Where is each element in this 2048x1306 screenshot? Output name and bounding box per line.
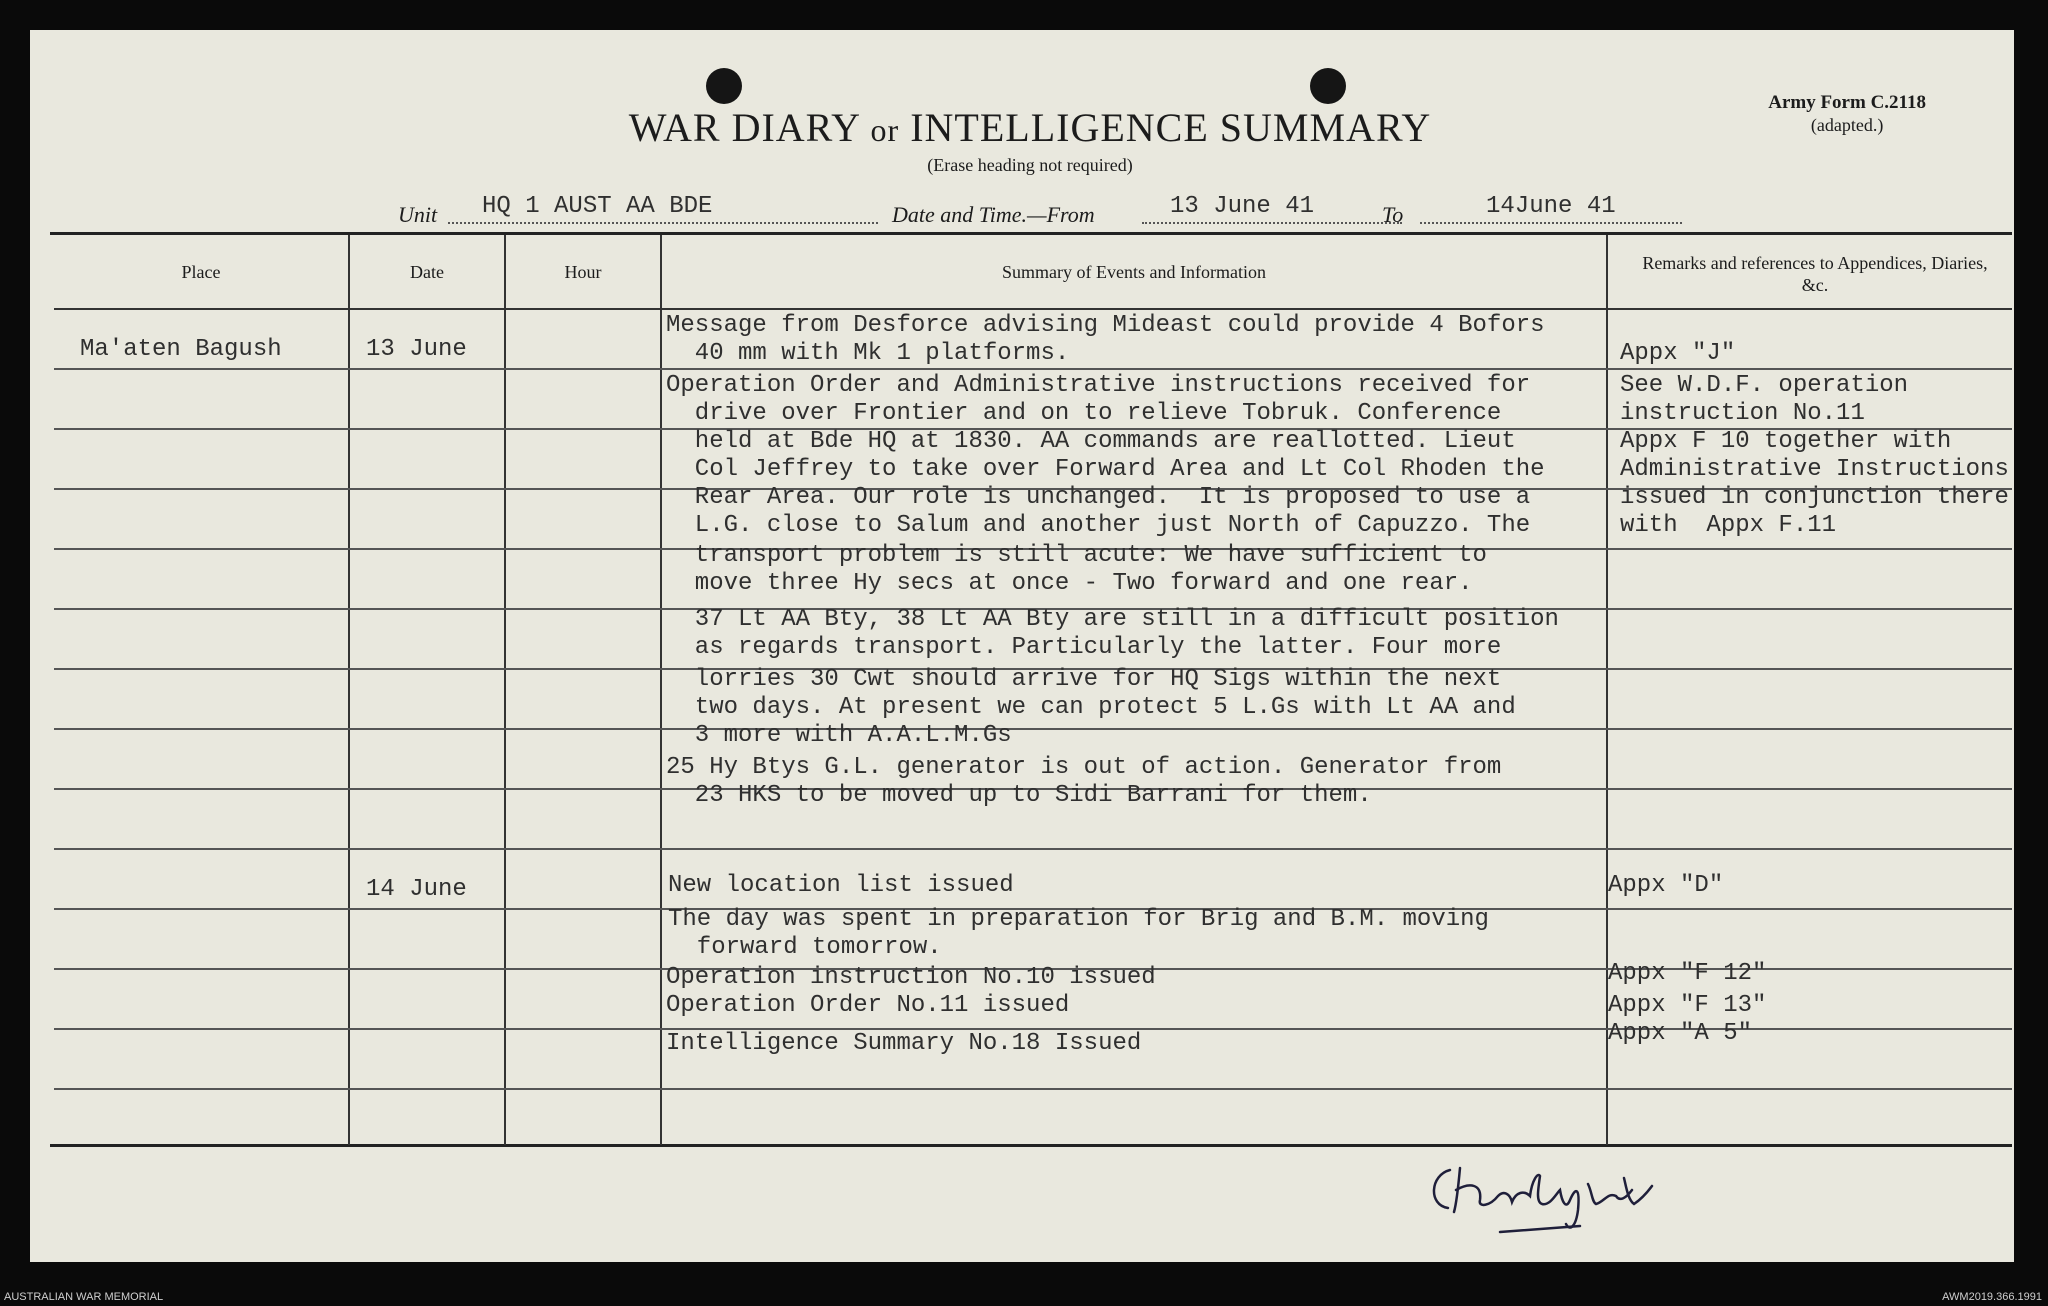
form-title: WAR DIARY or INTELLIGENCE SUMMARY xyxy=(628,105,1432,150)
footer-accession-number: AWM2019.366.1991 xyxy=(1942,1291,2042,1303)
summary-line: The day was spent in preparation for Brig and B.M. moving xyxy=(668,906,1489,933)
summary-line: Operation Order and Administrative instructions received for xyxy=(666,372,1531,399)
summary-line: New location list issued xyxy=(668,872,1014,899)
remarks-line: Appx "F 12" xyxy=(1608,960,1767,987)
remarks-line: Administrative Instructions xyxy=(1620,456,2009,483)
summary-line: 23 HKS to be moved up to Sidi Barrani for them. xyxy=(666,782,1372,809)
remarks-line: Appx "J" xyxy=(1620,340,1736,367)
date-entry-14-june: 14 June xyxy=(366,876,467,903)
summary-line: held at Bde HQ at 1830. AA commands are reallotted. Lieut xyxy=(666,428,1516,455)
form-subtitle: (Erase heading not required) xyxy=(927,155,1133,175)
remarks-line: Appx F 10 together with xyxy=(1620,428,1952,455)
remarks-line: with Appx F.11 xyxy=(1620,512,1837,539)
summary-line: as regards transport. Particularly the latter. Four more xyxy=(666,634,1502,661)
table-top-border xyxy=(50,232,2012,235)
unit-label: Unit xyxy=(398,202,438,227)
summary-line: Message from Desforce advising Mideast could provide 4 Bofors xyxy=(666,312,1545,339)
table-bottom-border xyxy=(50,1144,2012,1147)
punch-hole-right xyxy=(1310,68,1346,104)
col-header-date: Date xyxy=(410,262,444,282)
army-form-number: Army Form C.2118 (adapted.) xyxy=(1768,92,1926,135)
footer-credit: AUSTRALIAN WAR MEMORIAL xyxy=(4,1291,164,1303)
unit-value: HQ 1 AUST AA BDE xyxy=(482,193,713,220)
remarks-line: See W.D.F. operation xyxy=(1620,372,1909,399)
header-row-rule xyxy=(54,308,2012,310)
remarks-line: Appx "A 5" xyxy=(1608,1020,1753,1047)
summary-line: lorries 30 Cwt should arrive for HQ Sigs within the next xyxy=(666,666,1502,693)
unit-fill-line xyxy=(448,222,878,224)
date-from-label: Date and Time.—From xyxy=(892,202,1095,227)
row-rule xyxy=(54,1088,2012,1090)
row-rule xyxy=(54,368,2012,370)
signature xyxy=(1420,1150,1660,1245)
row-rule xyxy=(54,728,2012,730)
date-to-label: To xyxy=(1382,202,1404,227)
col-header-summary: Summary of Events and Information xyxy=(1002,262,1266,282)
col-divider-1 xyxy=(348,235,350,1145)
summary-line: drive over Frontier and on to relieve Tobruk. Conference xyxy=(666,400,1502,427)
date-entry-13-june: 13 June xyxy=(366,336,467,363)
remarks-line: Appx "D" xyxy=(1608,872,1724,899)
summary-line: Operation Order No.11 issued xyxy=(666,992,1070,1019)
summary-line: L.G. close to Salum and another just North of Capuzzo. The xyxy=(666,512,1531,539)
summary-line: transport problem is still acute: We have sufficient to xyxy=(666,542,1487,569)
date-from-fill-line xyxy=(1142,222,1402,224)
col-header-remarks: Remarks and references to Appendices, Diaries, &c. xyxy=(1642,253,1988,295)
summary-line: Col Jeffrey to take over Forward Area and Lt Col Rhoden the xyxy=(666,456,1545,483)
summary-line: Intelligence Summary No.18 Issued xyxy=(666,1030,1142,1057)
remarks-line: Appx "F 13" xyxy=(1608,992,1767,1019)
summary-line: move three Hy secs at once - Two forward and one rear. xyxy=(666,570,1473,597)
war-diary-page xyxy=(30,30,2014,1262)
col-divider-3 xyxy=(660,235,662,1145)
col-divider-2 xyxy=(504,235,506,1145)
row-rule xyxy=(54,848,2012,850)
summary-line: 37 Lt AA Bty, 38 Lt AA Bty are still in a difficult position xyxy=(666,606,1559,633)
summary-line: 25 Hy Btys G.L. generator is out of action. Generator from xyxy=(666,754,1502,781)
col-header-hour: Hour xyxy=(564,262,602,282)
remarks-line: issued in conjunction there xyxy=(1620,484,2009,511)
summary-line: two days. At present we can protect 5 L.Gs with Lt AA and xyxy=(666,694,1516,721)
summary-line: 3 more with A.A.L.M.Gs xyxy=(666,722,1012,749)
date-to-fill-line xyxy=(1420,222,1682,224)
punch-hole-left xyxy=(706,68,742,104)
summary-line: forward tomorrow. xyxy=(668,934,942,961)
col-header-place: Place xyxy=(181,262,221,282)
summary-line: Operation instruction No.10 issued xyxy=(666,964,1156,991)
remarks-line: instruction No.11 xyxy=(1620,400,1865,427)
place-entry: Ma'aten Bagush xyxy=(80,336,282,363)
summary-line: 40 mm with Mk 1 platforms. xyxy=(666,340,1070,367)
date-to-value: 14June 41 xyxy=(1486,193,1616,220)
summary-line: Rear Area. Our role is unchanged. It is proposed to use a xyxy=(666,484,1531,511)
date-from-value: 13 June 41 xyxy=(1170,193,1315,220)
